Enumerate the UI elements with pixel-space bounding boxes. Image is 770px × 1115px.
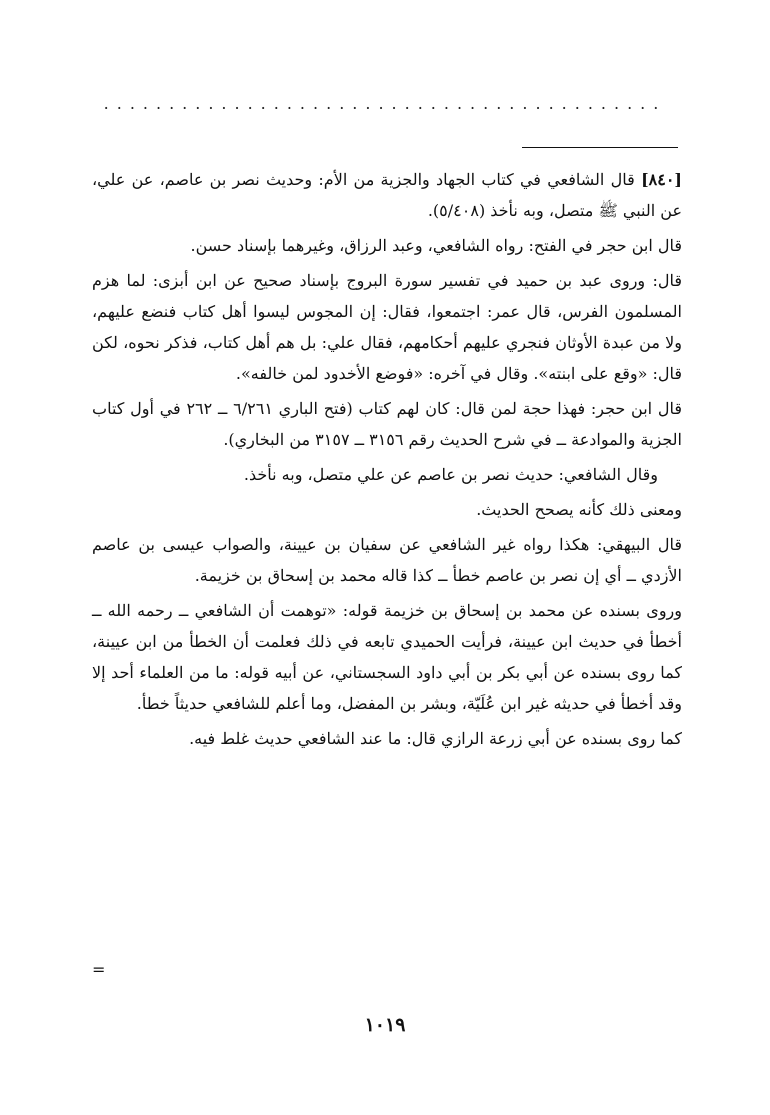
- paragraph-text: قال الشافعي في كتاب الجهاد والجزية من الأم: وحديث نصر بن عاصم، عن علي، عن النبي ﷺ متصل، وبه نأخذ (٥/٤٠٨).: [92, 170, 682, 220]
- paragraph-text: وروى بسنده عن محمد بن إسحاق بن خزيمة قوله: «توهمت أن الشافعي ــ رحمه الله ــ أخطأ في حديث ابن عيينة، فرأيت الحميدي تابعه في ذلك فعلمت أن الخطأ من ابن عيينة، كما روى بسنده عن أبي بكر بن أبي داود السجستاني، عن أبيه قوله: ما من العلماء أحد إلا وقد أخطأ في حديثه غير ابن عُلَيّة، وبشر بن المفضل، وما أعلم للشافعي حديثاً خطأ.: [92, 601, 682, 713]
- paragraph: [92, 723, 682, 754]
- entry-paragraph: [92, 164, 682, 226]
- paragraph-text: ومعنى ذلك كأنه يصحح الحديث.: [476, 500, 682, 519]
- paragraph: [92, 529, 682, 591]
- paragraph-text: قال البيهقي: هكذا رواه غير الشافعي عن سفيان بن عيينة، والصواب عيسى بن عاصم الأزدي ــ أي إن نصر بن عاصم خطأ ــ كذا قاله محمد بن إسحاق بن خزيمة.: [92, 535, 682, 585]
- top-dotted-separator: ...........................................: [103, 94, 667, 113]
- paragraph: [92, 230, 682, 261]
- paragraph-text: قال: وروى عبد بن حميد في تفسير سورة البروج بإسناد صحيح عن ابن أبزى: لما هزم المسلمون الفرس، قال عمر: اجتمعوا، فقال: إن المجوس ليسوا أهل كتاب فنضع عليهم، ولا من عبدة الأوثان فنجري عليهم أحكامهم، فقال علي: بل هم أهل كتاب، فذكر نحوه، لكن قال: «وقع على ابنته». وقال في آخره: «فوضع الأخدود لمن خالفه».: [92, 271, 682, 383]
- paragraph-text: كما روى بسنده عن أبي زرعة الرازي قال: ما عند الشافعي حديث غلط فيه.: [189, 729, 682, 748]
- footnote-separator-rule: [522, 147, 678, 148]
- paragraph: [92, 459, 682, 490]
- paragraph: [92, 265, 682, 389]
- paragraph-text: وقال الشافعي: حديث نصر بن عاصم عن علي متصل، وبه نأخذ.: [243, 465, 658, 484]
- paragraph: [92, 393, 682, 455]
- paragraph-text: قال ابن حجر: فهذا حجة لمن قال: كان لهم كتاب (فتح الباري ٦/٢٦١ ــ ٢٦٢ في أول كتاب الجزية والموادعة ــ في شرح الحديث رقم ٣١٥٦ ــ ٣١٥٧ من البخاري).: [92, 399, 683, 449]
- paragraph-text: قال ابن حجر في الفتح: رواه الشافعي، وعبد الرزاق، وغيرهما بإسناد حسن.: [190, 236, 682, 255]
- continuation-mark: =: [92, 960, 106, 979]
- entry-number: [٨٤٠]: [641, 170, 682, 189]
- paragraph: [92, 595, 682, 719]
- main-text-block: [92, 164, 682, 758]
- page-number: ١٠١٩: [364, 1014, 406, 1036]
- paragraph: [92, 494, 682, 525]
